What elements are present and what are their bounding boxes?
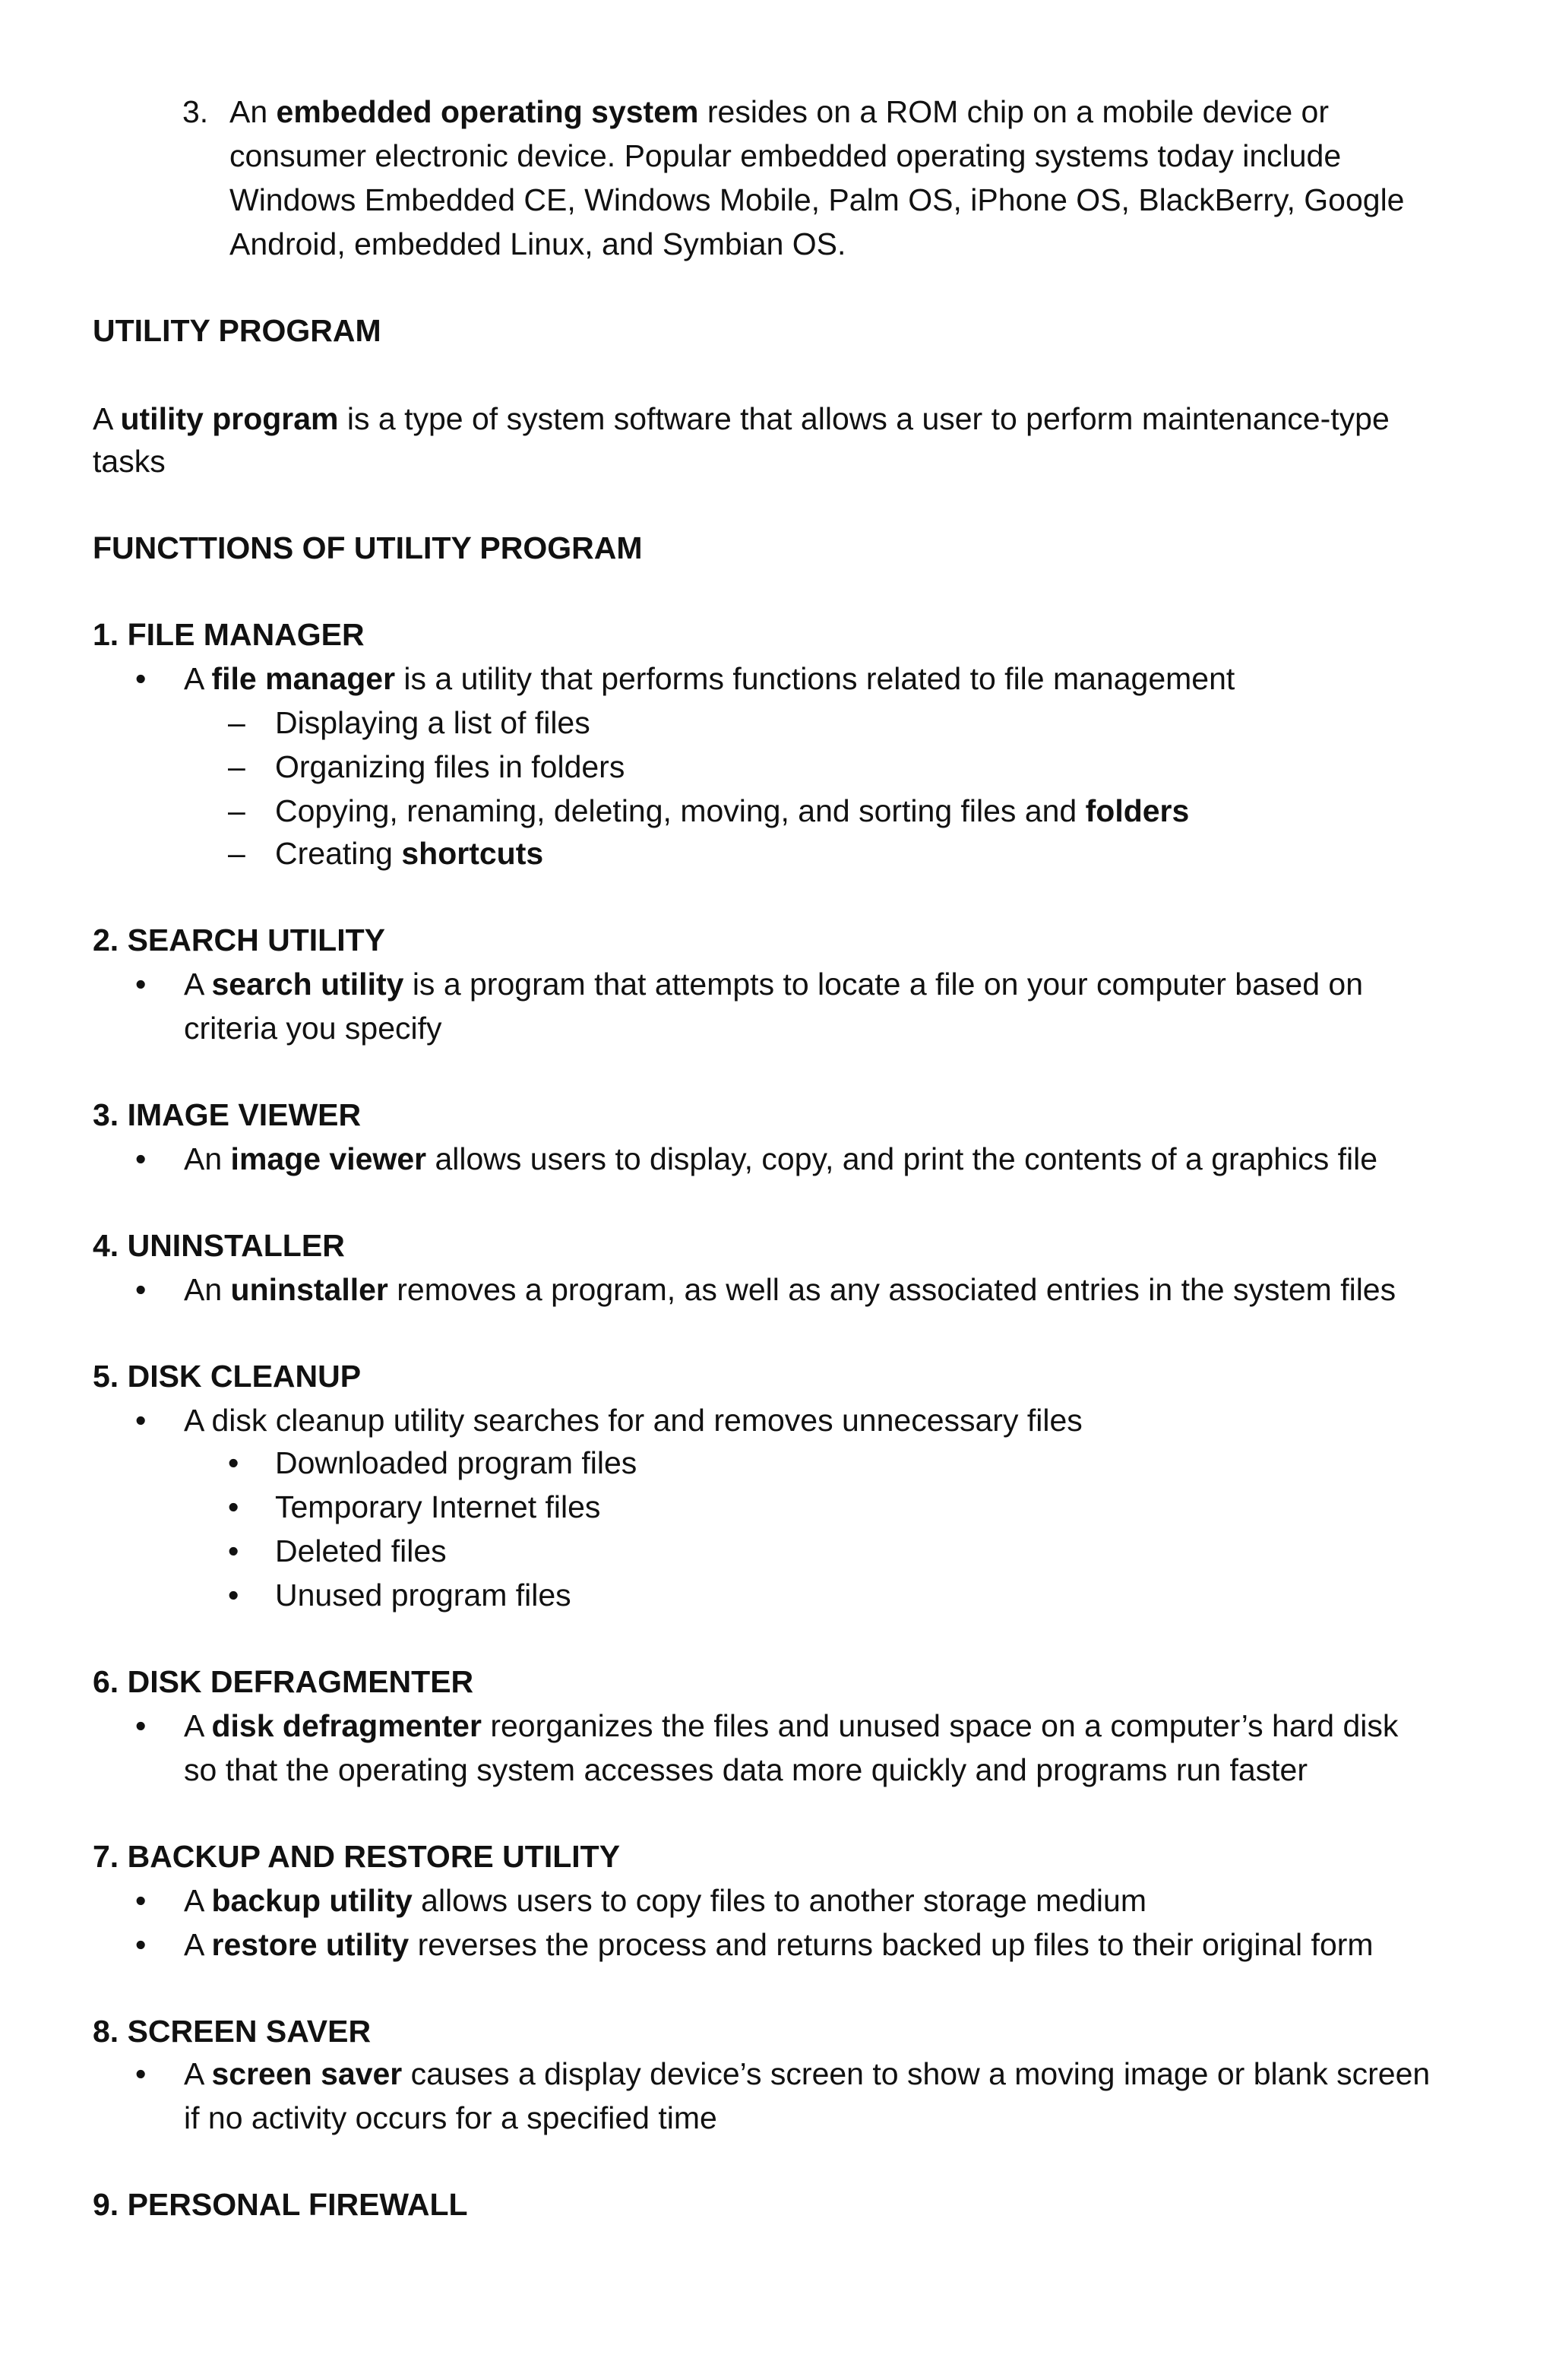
bullet-marker: • <box>135 1927 147 1962</box>
uninstaller-bullet: An uninstaller removes a program, as well as any associated entries in the system files <box>184 1272 1396 1307</box>
bullet-marker: • <box>228 1533 239 1568</box>
heading-disk-cleanup: 5. DISK CLEANUP <box>93 1359 362 1394</box>
bullet-marker: • <box>135 1883 147 1918</box>
intro-line-1: An embedded operating system resides on a ROM chip on a mobile device or <box>229 94 1329 129</box>
bullet-marker: • <box>135 1403 147 1438</box>
bullet-marker: • <box>135 967 147 1002</box>
dash-marker: – <box>228 749 245 784</box>
heading-file-manager: 1. FILE MANAGER <box>93 617 365 652</box>
file-manager-bullet: A file manager is a utility that performs functions related to file management <box>184 661 1235 696</box>
heading-search-utility: 2. SEARCH UTILITY <box>93 923 385 957</box>
screen-saver-bullet-line-2: if no activity occurs for a specified time <box>184 2100 717 2135</box>
heading-image-viewer: 3. IMAGE VIEWER <box>93 1097 362 1132</box>
bullet-marker: • <box>228 1489 239 1524</box>
disk-cleanup-sub-2: Temporary Internet files <box>275 1489 601 1524</box>
bullet-marker: • <box>135 1272 147 1307</box>
dash-marker: – <box>228 705 245 740</box>
disk-cleanup-sub-1: Downloaded program files <box>275 1445 637 1480</box>
bullet-marker: • <box>135 1708 147 1743</box>
intro-line-2: consumer electronic device. Popular embedded operating systems today include <box>229 138 1342 173</box>
heading-backup-restore: 7. BACKUP AND RESTORE UTILITY <box>93 1839 621 1874</box>
screen-saver-bullet-line-1: A screen saver causes a display device’s screen to show a moving image or blank screen <box>184 2056 1431 2091</box>
disk-cleanup-bullet: A disk cleanup utility searches for and removes unnecessary files <box>184 1403 1083 1438</box>
list-number: 3. <box>182 94 209 129</box>
file-manager-sub-1: Displaying a list of files <box>275 705 590 740</box>
bullet-marker: • <box>135 1141 147 1176</box>
utility-definition-line-1: A utility program is a type of system software that allows a user to perform maintenance-type <box>93 401 1390 436</box>
file-manager-sub-2: Organizing files in folders <box>275 749 625 784</box>
intro-line-3: Windows Embedded CE, Windows Mobile, Palm OS, iPhone OS, BlackBerry, Google <box>229 182 1405 217</box>
disk-cleanup-sub-3: Deleted files <box>275 1533 447 1568</box>
backup-bullet: A backup utility allows users to copy files to another storage medium <box>184 1883 1146 1918</box>
disk-cleanup-sub-4: Unused program files <box>275 1578 571 1613</box>
file-manager-sub-3: Copying, renaming, deleting, moving, and sorting files and folders <box>275 793 1190 828</box>
utility-definition-line-2: tasks <box>93 444 166 479</box>
search-bullet-line-1: A search utility is a program that attempts to locate a file on your computer based on <box>184 967 1363 1002</box>
defrag-bullet-line-2: so that the operating system accesses data more quickly and programs run faster <box>184 1752 1308 1787</box>
heading-personal-firewall: 9. PERSONAL FIREWALL <box>93 2187 468 2222</box>
dash-marker: – <box>228 836 245 871</box>
defrag-bullet-line-1: A disk defragmenter reorganizes the files and unused space on a computer’s hard disk <box>184 1708 1399 1743</box>
dash-marker: – <box>228 793 245 828</box>
heading-disk-defragmenter: 6. DISK DEFRAGMENTER <box>93 1664 474 1699</box>
search-bullet-line-2: criteria you specify <box>184 1011 442 1046</box>
heading-screen-saver: 8. SCREEN SAVER <box>93 2014 372 2049</box>
section-heading-utility-program: UTILITY PROGRAM <box>93 313 381 348</box>
section-heading-functions: FUNCTTIONS OF UTILITY PROGRAM <box>93 530 643 565</box>
intro-line-4: Android, embedded Linux, and Symbian OS. <box>229 226 846 261</box>
restore-bullet: A restore utility reverses the process and returns backed up files to their original form <box>184 1927 1374 1962</box>
bullet-marker: • <box>135 661 147 696</box>
bullet-marker: • <box>135 2056 147 2091</box>
file-manager-sub-4: Creating shortcuts <box>275 836 544 871</box>
bullet-marker: • <box>228 1445 239 1480</box>
image-viewer-bullet: An image viewer allows users to display, copy, and print the contents of a graphics file <box>184 1141 1377 1176</box>
bullet-marker: • <box>228 1578 239 1613</box>
heading-uninstaller: 4. UNINSTALLER <box>93 1228 345 1263</box>
